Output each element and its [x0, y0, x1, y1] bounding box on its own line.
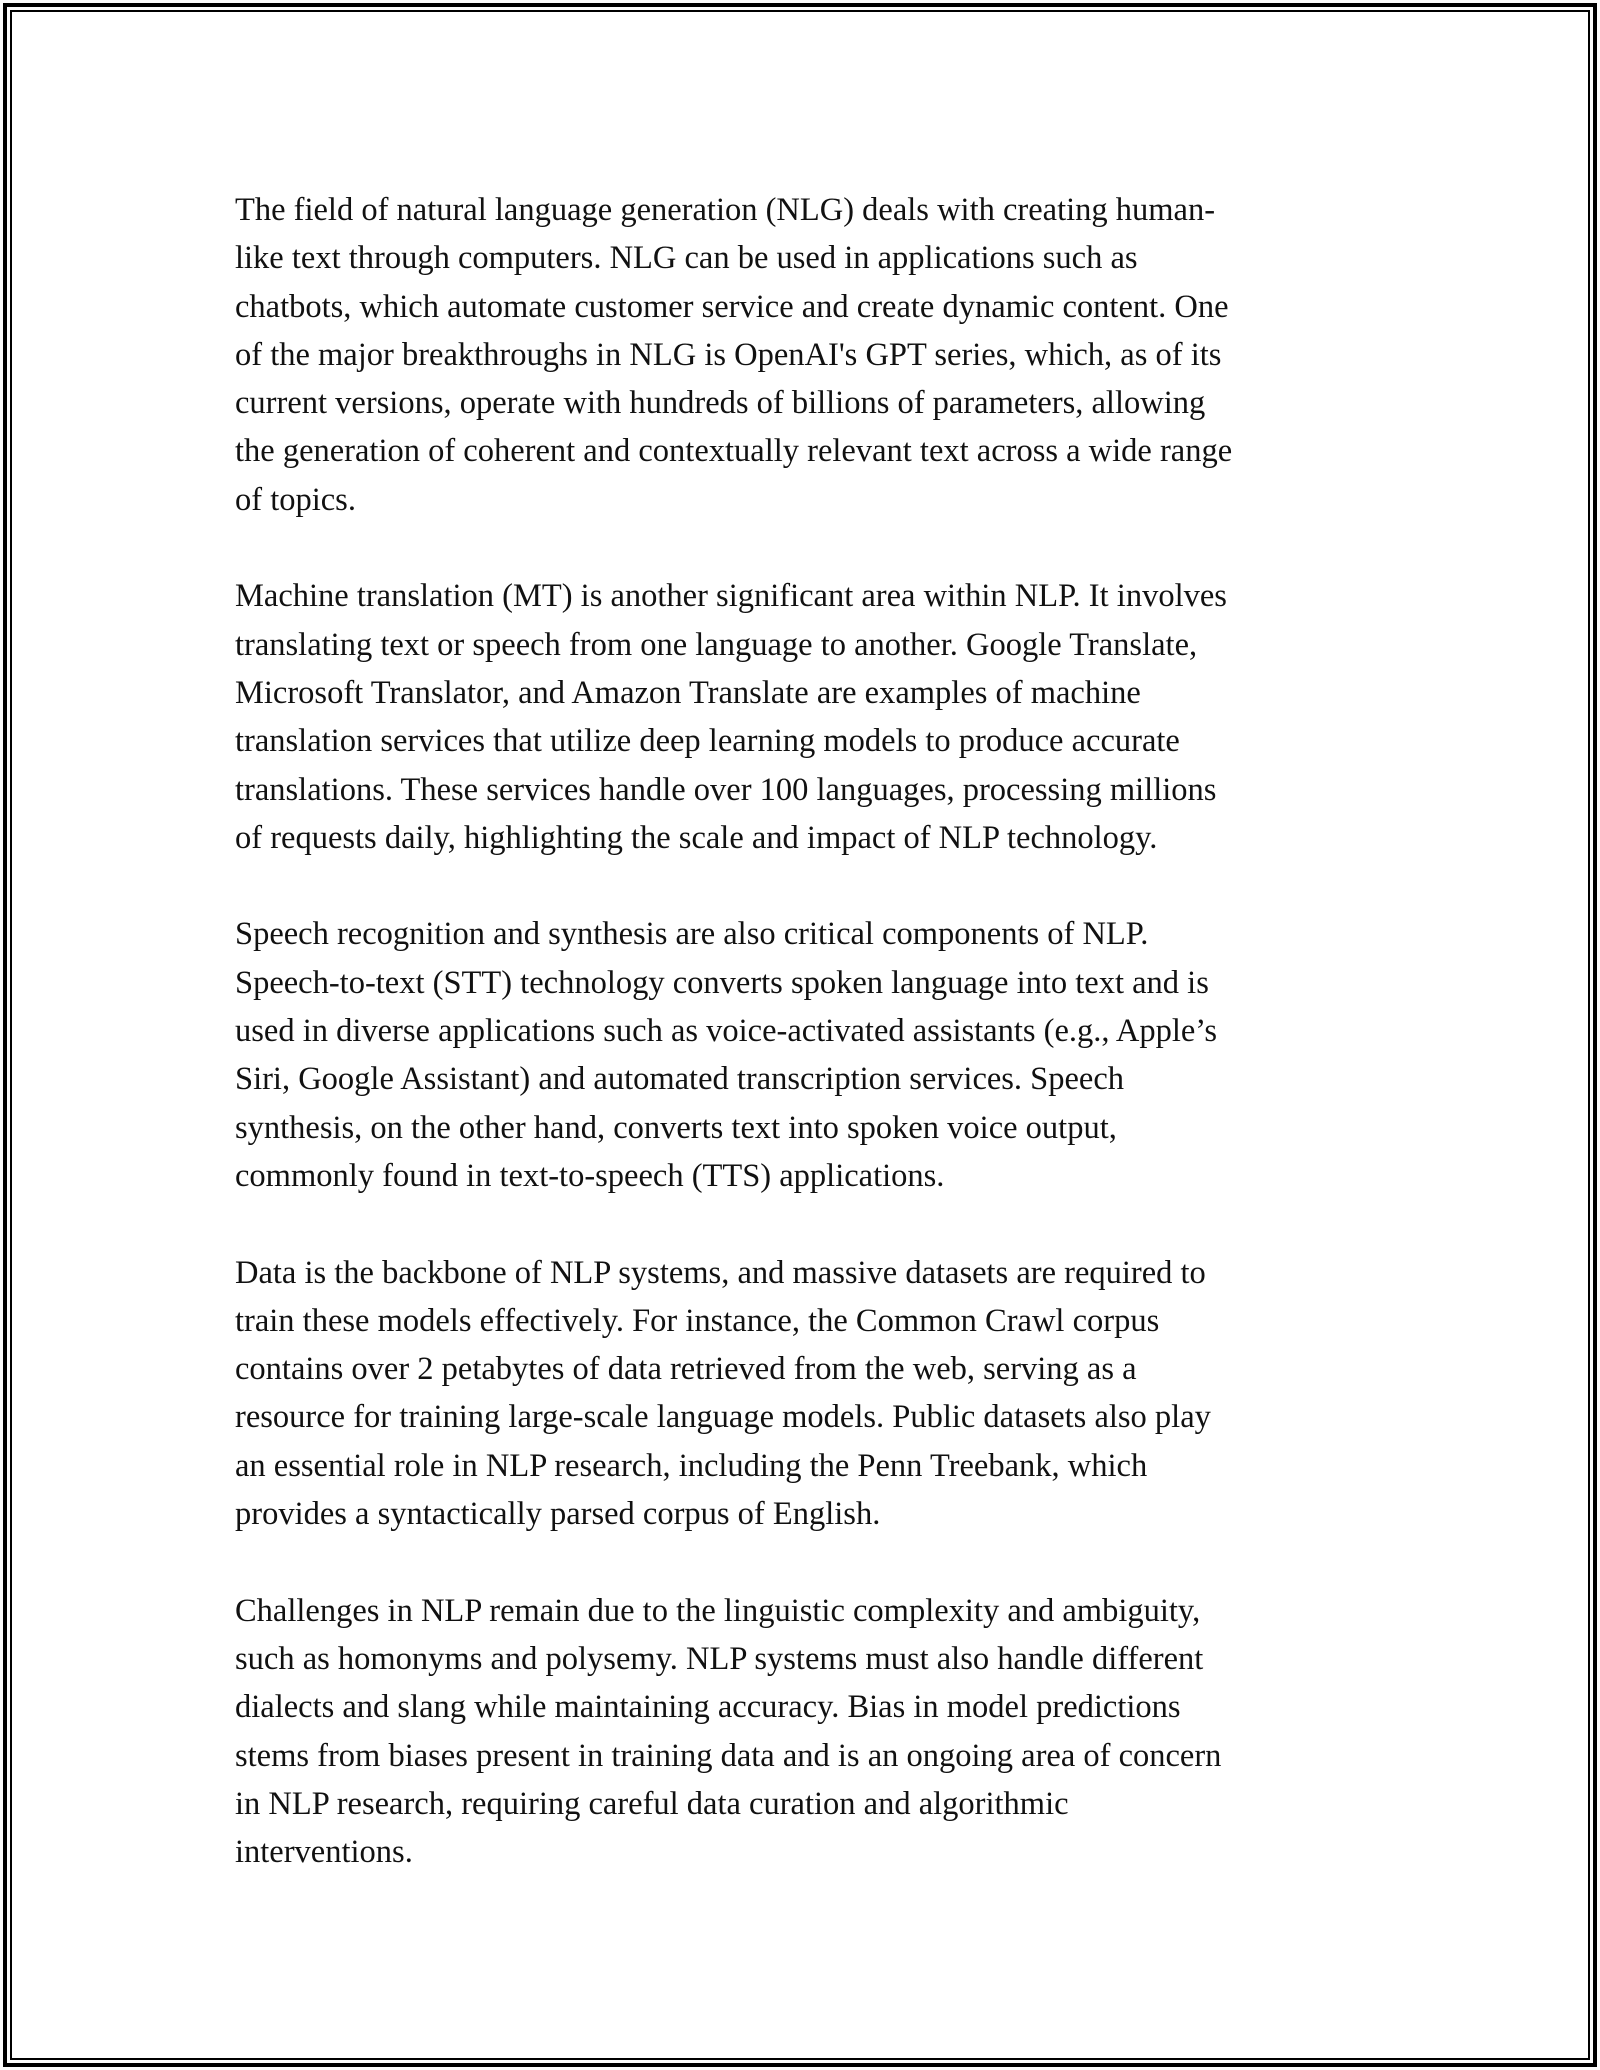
text-line: train these models effectively. For instance, the Common Crawl corpus: [235, 1302, 1160, 1339]
text-line: Speech-to-text (STT) technology converts spoken language into text and is: [235, 964, 1209, 1001]
text-line: Speech recognition and synthesis are also critical components of NLP.: [235, 916, 1149, 953]
paragraph-nlg: [235, 186, 1375, 524]
paragraph-challenges: [235, 1587, 1375, 1877]
text-line: translating text or speech from one language to another. Google Translate,: [235, 626, 1198, 663]
document-body: [235, 186, 1375, 1925]
text-line: interventions.: [235, 1834, 413, 1871]
text-line: stems from biases present in training data and is an ongoing area of concern: [235, 1737, 1222, 1774]
text-line: Siri, Google Assistant) and automated transcription services. Speech: [235, 1061, 1125, 1098]
text-line: chatbots, which automate customer service and create dynamic content. One: [235, 288, 1229, 325]
text-line: Challenges in NLP remain due to the linguistic complexity and ambiguity,: [235, 1592, 1201, 1629]
text-line: an essential role in NLP research, including the Penn Treebank, which: [235, 1447, 1148, 1484]
text-line: current versions, operate with hundreds of billions of parameters, allowing: [235, 385, 1206, 422]
text-line: synthesis, on the other hand, converts text into spoken voice output,: [235, 1109, 1117, 1146]
paragraph-data: [235, 1249, 1375, 1539]
text-line: of topics.: [235, 481, 356, 518]
text-line: dialects and slang while maintaining accuracy. Bias in model predictions: [235, 1689, 1181, 1726]
text-line: like text through computers. NLG can be used in applications such as: [235, 240, 1138, 277]
text-line: such as homonyms and polysemy. NLP systems must also handle different: [235, 1640, 1204, 1677]
text-line: The field of natural language generation (NLG) deals with creating human-: [235, 192, 1216, 228]
text-line: translations. These services handle over 100 languages, processing millions: [235, 771, 1217, 808]
text-line: translation services that utilize deep learning models to produce accurate: [235, 723, 1180, 760]
text-line: Machine translation (MT) is another significant area within NLP. It involves: [235, 578, 1227, 615]
paragraph-machine-translation: [235, 572, 1375, 862]
text-line: of the major breakthroughs in NLG is OpenAI's GPT series, which, as of its: [235, 336, 1222, 373]
text-line: contains over 2 petabytes of data retrieved from the web, serving as a: [235, 1351, 1137, 1388]
text-line: Data is the backbone of NLP systems, and massive datasets are required to: [235, 1254, 1206, 1291]
text-line: provides a syntactically parsed corpus of English.: [235, 1496, 881, 1533]
text-line: commonly found in text-to-speech (TTS) applications.: [235, 1157, 945, 1194]
text-line: resource for training large-scale language models. Public datasets also play: [235, 1399, 1211, 1436]
text-line: used in diverse applications such as voice-activated assistants (e.g., Apple’s: [235, 1013, 1217, 1050]
text-line: in NLP research, requiring careful data curation and algorithmic: [235, 1785, 1069, 1822]
text-line: Microsoft Translator, and Amazon Translate are examples of machine: [235, 674, 1141, 711]
paragraph-speech: [235, 910, 1375, 1200]
text-line: of requests daily, highlighting the scale and impact of NLP technology.: [235, 819, 1158, 856]
text-line: the generation of coherent and contextually relevant text across a wide range: [235, 433, 1233, 470]
